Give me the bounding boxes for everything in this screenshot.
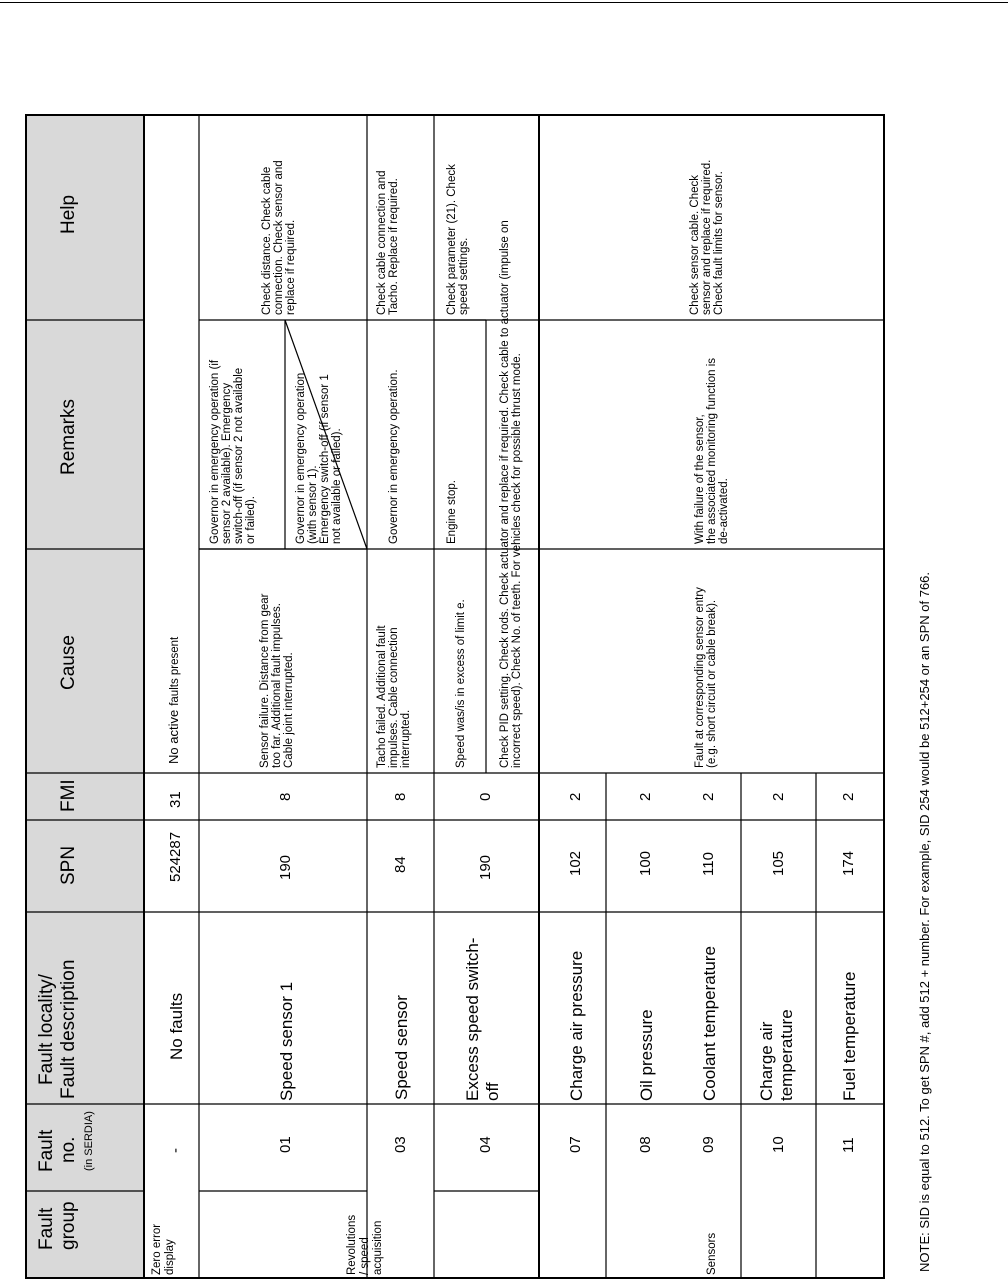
remarks-line: (with sensor 1).: [307, 465, 319, 544]
help-line: Check cable connection and: [376, 170, 388, 315]
help-line: Check distance. Check cable: [261, 166, 273, 315]
fault-description: Fuel temperature: [840, 971, 859, 1101]
fault-description: Speed sensor 1: [277, 981, 296, 1101]
fault-no: 03: [392, 1136, 409, 1153]
table-row: [637, 793, 656, 1153]
spn-value: 190: [477, 854, 494, 880]
table-row: [376, 171, 412, 1154]
cause-line: (e.g. short circuit or cable break).: [706, 599, 718, 768]
help-line: connection. Check sensor and: [273, 160, 285, 315]
no-faults-present: faults present: [169, 636, 181, 706]
header-spn: SPN: [58, 845, 79, 885]
check-pid-line: incorrect speed). Check No. of teeth. For vehicles check for possible thrust mode.: [511, 353, 523, 768]
fmi-value: 2: [770, 792, 787, 801]
fmi-value: 0: [477, 792, 494, 801]
fault-description: Coolant temperature: [700, 946, 719, 1101]
fault-description: Excess speed switch-: [463, 937, 482, 1101]
table-row: [757, 793, 796, 1153]
remarks-line: With failure of the sensor,: [694, 414, 706, 544]
remarks-line: de-activated.: [718, 478, 730, 544]
fault-no: -: [167, 1148, 184, 1153]
table-row: [166, 636, 186, 1153]
remarks-line: Emergency switch-off (if sensor 1: [319, 374, 331, 544]
fault-no: 11: [840, 1137, 857, 1153]
fault-description: Charge air pressure: [567, 950, 586, 1101]
cause-line: Speed was/is in excess of limit e.: [455, 599, 467, 768]
remarks-line: or failed).: [245, 496, 257, 544]
fault-description: No faults: [167, 992, 186, 1060]
cause-line: too far. Additional fault impulses.: [271, 603, 283, 768]
help-line: Check fault limits for sensor.: [713, 171, 725, 315]
fault-no: 09: [700, 1136, 717, 1153]
spn-value: 84: [392, 856, 409, 873]
group-sensors: Sensors: [706, 1232, 718, 1275]
fault-no: 10: [770, 1136, 787, 1153]
fmi-value: 2: [567, 792, 584, 801]
cause-line: Sensor failure. Distance from gear: [259, 593, 271, 768]
header-fault-no-2: no.: [58, 1136, 79, 1163]
spn-value: 105: [770, 850, 787, 876]
remarks-line: Engine stop.: [446, 480, 458, 544]
cause-line: interrupted.: [400, 709, 412, 768]
remarks-line: Governor in emergency operation: [295, 372, 307, 544]
spn-value: 174: [840, 850, 857, 876]
help-line: replace if required.: [285, 219, 297, 315]
cause-line: impulses. Cable connection: [388, 627, 400, 768]
table-row: [689, 160, 730, 1153]
fmi-value: 31: [167, 791, 184, 808]
group-revolutions-3: acquisition: [372, 1220, 384, 1275]
group-zero-error: Zero error: [151, 1223, 163, 1275]
help-line: Check parameter (21). Check: [446, 164, 458, 315]
cause-line: Cable joint interrupted.: [283, 652, 295, 768]
no-active-label: No active: [166, 709, 181, 764]
remarks-line: Governor in emergency operation.: [388, 369, 400, 544]
fault-no: 04: [477, 1136, 494, 1153]
header-fault-locality: Fault locality/: [36, 974, 57, 1085]
table-row: [840, 793, 859, 1153]
header-help: Help: [58, 194, 79, 234]
header-fault-group-2: group: [58, 1201, 79, 1250]
group-revolutions: Revolutions: [346, 1214, 358, 1275]
fmi-value: 8: [392, 792, 409, 801]
remarks-line: sensor 2 available). Emergency: [221, 382, 233, 544]
spn-value: 102: [567, 850, 584, 876]
table-row: [209, 160, 343, 1153]
fault-description: Speed sensor: [392, 995, 411, 1100]
help-line: Check sensor cable. Check: [689, 175, 701, 315]
spn-value: 190: [277, 854, 294, 880]
remarks-line: Governor in emergency operation (if: [209, 359, 221, 544]
group-zero-error-2: display: [164, 1239, 176, 1275]
header-cause: Cause: [58, 635, 79, 690]
header-fmi: FMI: [58, 779, 79, 812]
fault-no: 08: [637, 1136, 654, 1153]
fmi-value: 2: [637, 792, 654, 801]
fault-description-2: temperature: [777, 1009, 796, 1101]
footnote: NOTE: SID is equal to 512. To get SPN #, add 512 + number. For example, SID 254 would be 512+254 or an SPN of 766.: [917, 571, 932, 1272]
fault-description-2: off: [483, 1082, 502, 1101]
header-fault-group: Fault: [36, 1207, 57, 1250]
spn-value: 110: [700, 852, 717, 876]
fmi-value: 8: [277, 792, 294, 801]
spn-value: 524287: [167, 831, 184, 882]
help-line: speed settings.: [458, 237, 470, 315]
remarks-line: the associated monitoring function is: [706, 357, 718, 544]
remarks-line: not available or failed).: [331, 428, 343, 544]
fault-description: Oil pressure: [637, 1009, 656, 1101]
fault-no: 07: [567, 1136, 584, 1153]
help-line: Tacho. Replace if required.: [388, 178, 400, 315]
fmi-value: 2: [700, 792, 717, 801]
table-row: [567, 793, 586, 1153]
remarks-line: switch-off (if sensor 2 not available: [233, 367, 245, 544]
cause-text: [166, 636, 181, 764]
header-remarks: Remarks: [58, 398, 79, 475]
help-line: sensor and replace if required.: [701, 159, 713, 315]
fault-description: Charge air: [757, 1021, 776, 1101]
cause-line: Tacho failed. Additional fault: [376, 625, 388, 768]
cause-line: Fault at corresponding sensor entry: [694, 587, 706, 768]
fmi-value: 2: [840, 792, 857, 801]
fault-no: 01: [277, 1136, 294, 1153]
spn-value: 100: [637, 850, 654, 876]
group-revolutions-2: / speed: [359, 1237, 371, 1275]
table-row: [446, 164, 523, 1153]
header-fault-no-sub: (in SERDIA): [83, 1111, 95, 1171]
check-pid-line: Check PID setting. Check rods. Check actuator and replace if required. Check cable to actuator (impulse on: [499, 220, 511, 768]
header-fault-description: Fault description: [58, 959, 79, 1099]
header-fault-no: Fault: [36, 1129, 57, 1172]
